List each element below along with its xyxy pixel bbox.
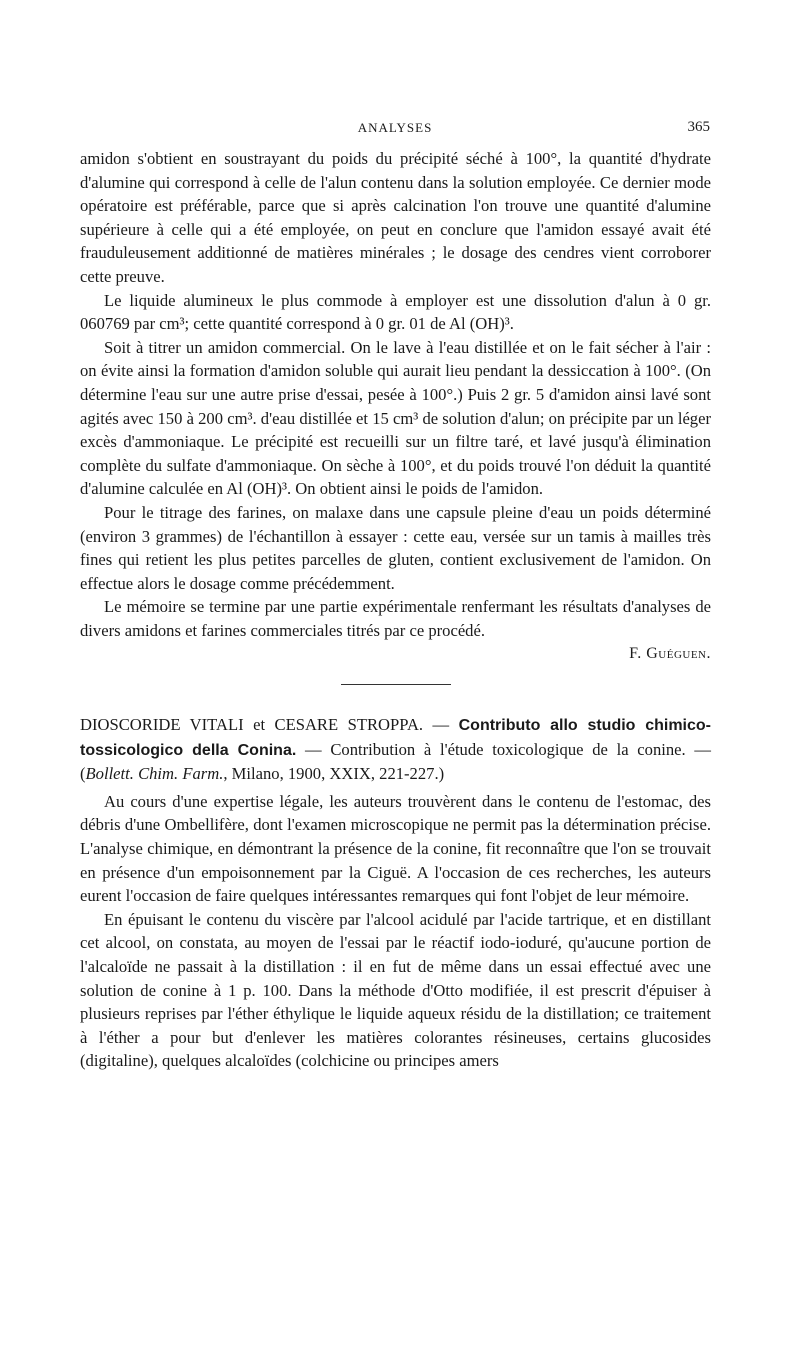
paragraph-titrage-amidon: Soit à titrer un amidon commercial. On le lave à l'eau distillée et on le fait sécher à l'air : on évite ainsi la formation d'amidon soluble qui aurait lieu pendant la dessiccation à 100°. (On détermine l'eau sur une autre prise d'essai, pesée à 100°.) Puis 2 gr. 5 d'amidon ainsi lavé sont agités avec 150 à 200 cm³. d'eau distillée et 15 cm³ de solution d'alun; on précipite par un léger excès d'ammoniaque. Le précipité est recueilli sur un filtre taré, et lavé jusqu'à élimination complète du sulfate d'ammoniaque. On sèche à 100°, et du poids trouvé l'on déduit la quantité d'alumine calculée en Al (OH)³. On obtient ainsi le poids de l'amidon. — [80, 337, 711, 499]
reference-authors: DIOSCORIDE VITALI et CESARE STROPPA. — — [80, 715, 459, 735]
author-signature: F. Guéguen. — [629, 645, 711, 663]
paragraph-epuisement: En épuisant le contenu du viscère par l'alcool acidulé par l'acide tartrique, et en distillant cet alcool, on constata, au moyen de l'essai par le réactif iodo-ioduré, qu'aucune portion de l'alcaloïde ne passait à la distillation : il en fut de même dans un essai effectué avec une solution de conine à 1 p. 100. Dans la méthode d'Otto modifiée, il est prescrit d'épuiser à plusieurs reprises par l'éther éthylique le liquide aqueux résidu de la distillation; ce traitement à l'éther a pour but d'enlever les matières colorantes résineuses, certains glucosides (digitaline), quelques alcaloïdes (colchicine ou principes amers — [80, 909, 711, 1071]
paragraph-alun-solution: Le liquide alumineux le plus commode à employer est une dissolution d'alun à 0 gr. 060769 par cm³; cette quantité correspond à 0 gr. 01 de Al (OH)³. — [80, 290, 711, 334]
reference-citation: , Milano, 1900, XXIX, 221-227.) — [223, 764, 445, 784]
running-header — [80, 118, 710, 138]
paragraph-continuation: amidon s'obtient en soustrayant du poids du précipité séché à 100°, la quantité d'hydrate d'alumine qui correspond à celle de l'alun contenu dans la solution employée. Ce dernier mode opératoire est préférable, parce que si après calcination l'on trouve une quantité d'alumine supérieure à celle qui a été employée, on peut en conclure que l'amidon essayé avait été frauduleusement additionné de matières minérales ; le dosage des cendres vient corroborer cette preuve. — [80, 149, 711, 286]
paragraph-titrage-farines: Pour le titrage des farines, on malaxe dans une capsule pleine d'eau un poids déterminé (environ 3 grammes) de l'échantillon à essayer : cette eau, versée sur un tamis à mailles très fines qui retient les plus petites parcelles de gluten, contient exclusivement de l'amidon. On effectue alors le dosage comme précédemment. — [80, 502, 711, 593]
article-reference — [80, 713, 711, 786]
section-divider — [341, 684, 451, 685]
paragraph-conclusion: Le mémoire se termine par une partie expérimentale renfermant les résultats d'analyses de divers amidons et farines commerciales titrés par ce procédé. — [80, 597, 711, 640]
page-body — [80, 147, 711, 1073]
page-number: 365 — [687, 119, 710, 135]
reference-title-italian: Contributo allo studio chimico-tossicologico della Conina. — [80, 717, 711, 759]
reference-title-french: — Contribution à l'étude toxicologique de la conine. — ( — [80, 739, 711, 784]
running-title: ANALYSES — [357, 120, 433, 135]
paragraph-expertise: Au cours d'une expertise légale, les auteurs trouvèrent dans le contenu de l'estomac, des débris d'une Ombellifère, dont l'examen microscopique ne permit pas la détermination précise. L'analyse chimique, en démontrant la présence de la conine, fit reconnaître que l'on se trouvait en présence d'un empoisonnement par la Ciguë. A l'occasion de ces recherches, les auteurs eurent l'occasion de faire quelques intéressantes remarques qui font l'objet de leur mémoire. — [80, 791, 711, 906]
reference-journal: Bollett. Chim. Farm. — [85, 764, 224, 784]
